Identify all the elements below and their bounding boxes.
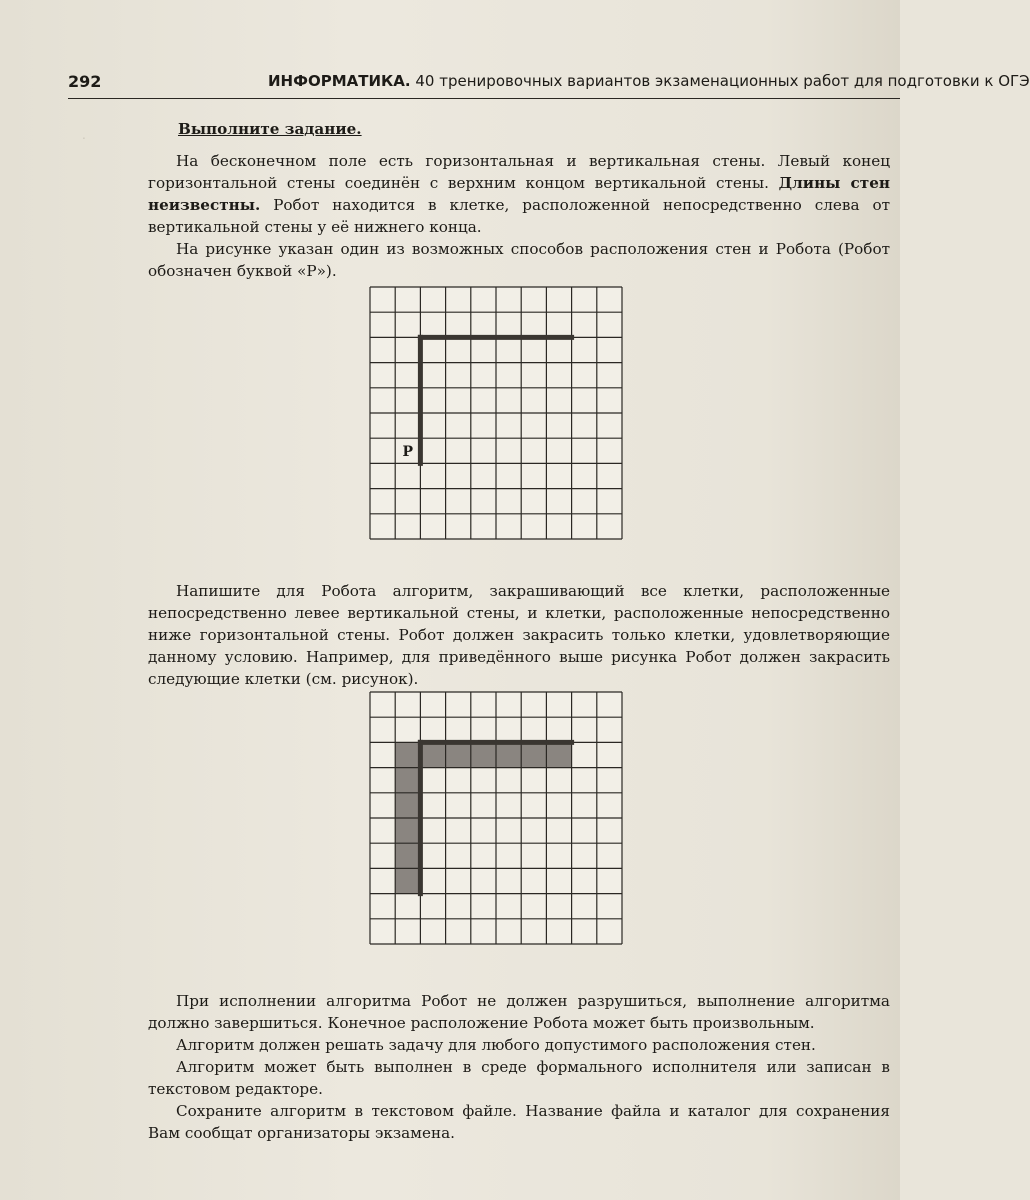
task-heading: Выполните задание.	[178, 120, 362, 138]
running-title-bold: ИНФОРМАТИКА.	[268, 72, 411, 90]
painted-cell	[420, 742, 445, 767]
task-instruction	[148, 580, 890, 690]
page-number: 292	[68, 72, 102, 91]
painted-cell	[446, 742, 471, 767]
paragraph-2: На рисунке указан один из возможных способов расположения стен и Робота (Робот обозначен буквой «Р»).	[148, 240, 890, 280]
painted-cell	[395, 843, 420, 868]
paragraph-7: Сохраните алгоритм в текстовом файле. Название файла и каталог для сохранения Вам сообщат организаторы экзамена.	[148, 1102, 890, 1142]
running-title	[268, 72, 1030, 90]
p1-end: Робот находится в клетке, расположенной непосредственно слева от вертикальной стены у её нижнего конца.	[148, 196, 890, 236]
painted-cell	[546, 742, 571, 767]
paragraph-3: Напишите для Робота алгоритм, закрашивающий все клетки, расположенные непосредственно левее вертикальной стены, и клетки, расположенные непосредственно ниже горизонтальной стены. Робот должен закрасить только клетки, удовлетворяющие данному условию. Например, для приведённого выше рисунка Робот должен закрасить следующие клетки (см. рисунок).	[148, 582, 890, 688]
paragraph-6: Алгоритм может быть выполнен в среде формального исполнителя или записан в текстовом редакторе.	[148, 1058, 890, 1098]
painted-cell	[521, 742, 546, 767]
task-requirements	[148, 990, 890, 1144]
painted-cell	[471, 742, 496, 767]
painted-cell	[395, 768, 420, 793]
painted-cell	[496, 742, 521, 767]
figure-initial-field	[368, 285, 640, 541]
task-intro	[148, 150, 890, 282]
painted-cell	[395, 742, 420, 767]
page-header	[68, 64, 1030, 104]
running-title-rest: 40 тренировочных вариантов экзаменационных работ для подготовки к ОГЭ	[410, 72, 1030, 90]
robot-marker: Р	[402, 443, 414, 460]
p1-start: На бесконечном поле есть горизонтальная и вертикальная стены. Левый конец горизонтальной стены соединён с верхним концом вертикальной стены.	[148, 152, 890, 192]
painted-cell	[395, 793, 420, 818]
bleed-through-text: .	[82, 128, 86, 142]
painted-cell	[395, 818, 420, 843]
paragraph-4: При исполнении алгоритма Робот не должен разрушиться, выполнение алгоритма должно завершиться. Конечное расположение Робота может быть произвольным.	[148, 992, 890, 1032]
figure-painted-field	[368, 690, 640, 980]
p1-bold: Длины стен неизвестны.	[148, 174, 890, 214]
paragraph-1	[148, 150, 890, 238]
paragraph-5: Алгоритм должен решать задачу для любого допустимого расположения стен.	[176, 1036, 816, 1054]
painted-cell	[395, 868, 420, 893]
header-rule	[68, 98, 900, 99]
